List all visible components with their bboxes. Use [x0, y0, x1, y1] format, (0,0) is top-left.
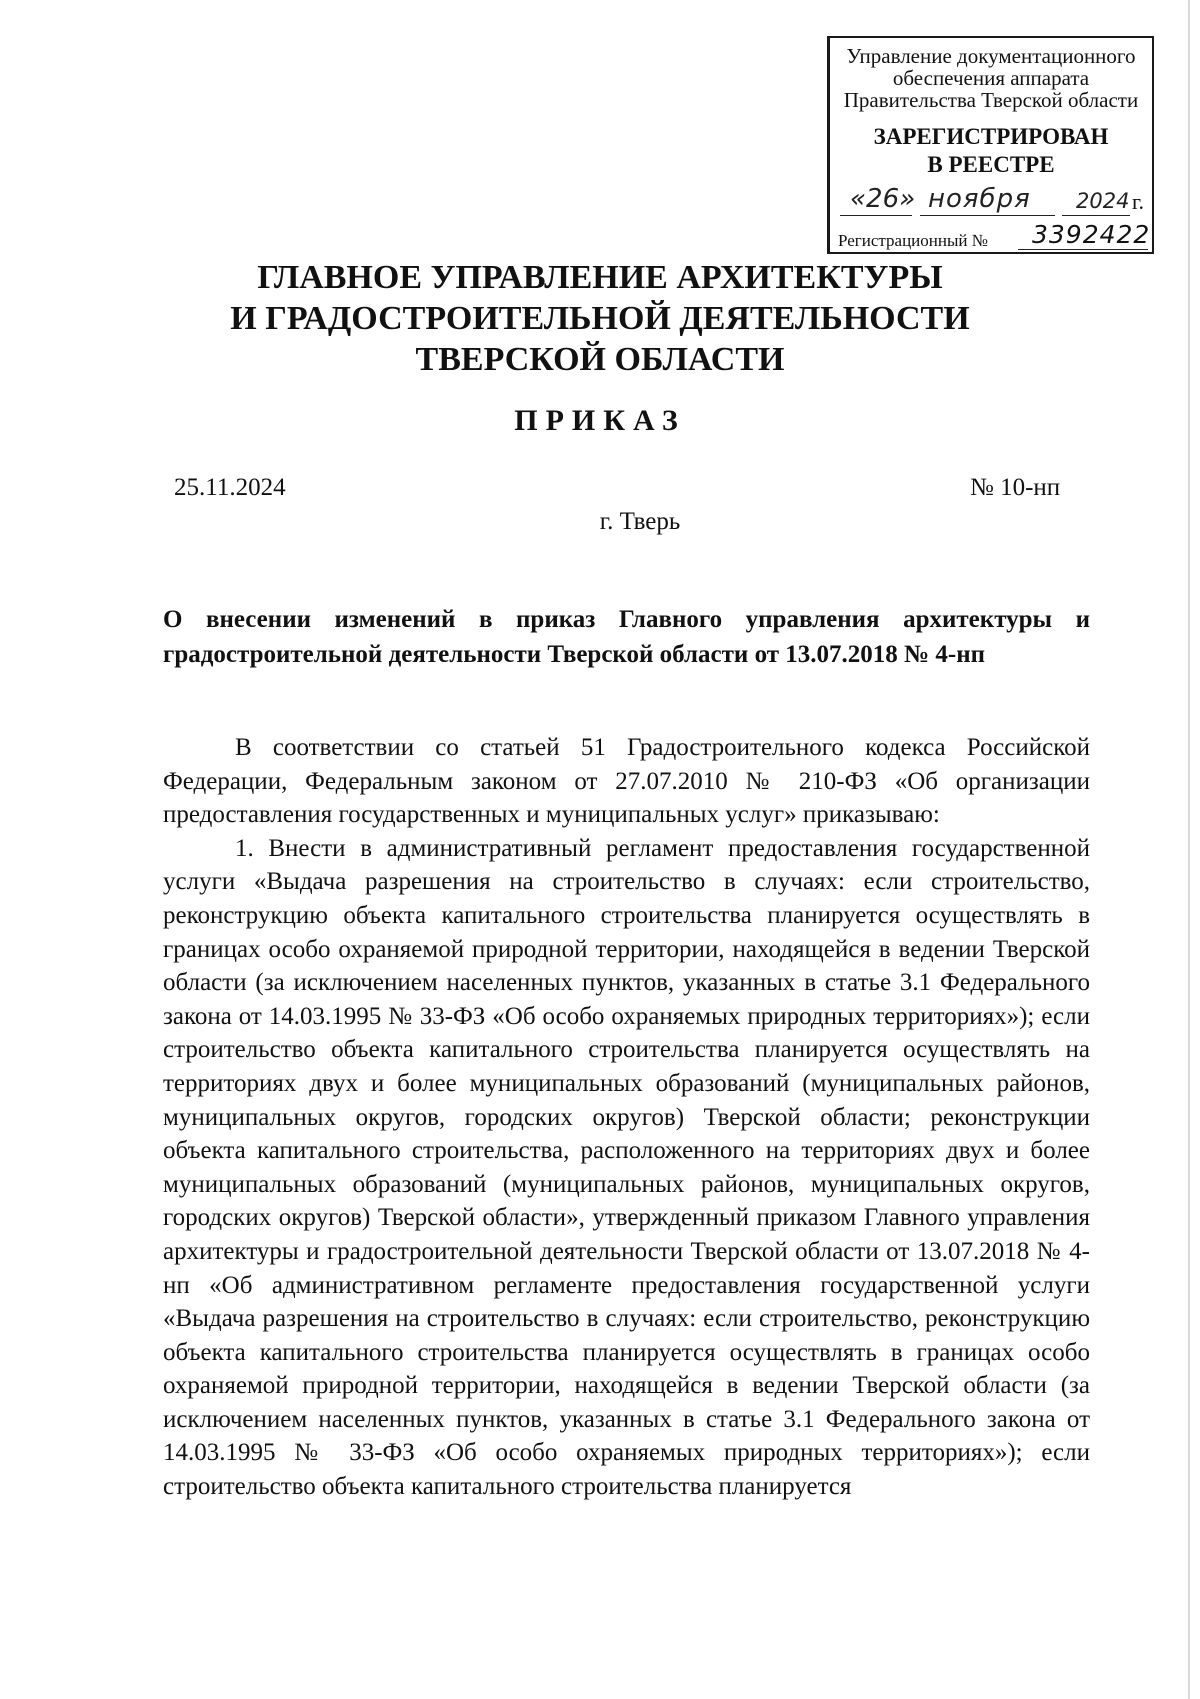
stamp-registered-line: ЗАРЕГИСТРИРОВАН	[873, 124, 1109, 150]
document-type: ПРИКАЗ	[514, 404, 686, 437]
stamp-reg-number	[838, 220, 1151, 252]
stamp-underline	[840, 215, 912, 216]
stamp-registered-line: В РЕЕСТРЕ	[927, 151, 1055, 177]
document-body	[163, 731, 1090, 1504]
stamp-date-day: «26»	[850, 184, 916, 214]
stamp-org-line: Правительства Тверской области	[843, 88, 1139, 113]
registration-stamp	[827, 36, 1154, 254]
stamp-underline	[1018, 249, 1148, 250]
document-title: О внесении изменений в приказ Главного управления архитектуры и градостроительной деятельности Тверской области от 13.07.2018 № 4-нп	[163, 606, 1090, 668]
heading-line: ТВЕРСКОЙ ОБЛАСТИ	[415, 340, 785, 378]
heading-line: ГЛАВНОЕ УПРАВЛЕНИЕ АРХИТЕКТУРЫ	[257, 259, 943, 296]
stamp-registered	[830, 123, 1152, 178]
stamp-date-month: ноября	[928, 184, 1031, 214]
document-date: 25.11.2024	[174, 474, 286, 501]
agency-heading	[200, 258, 1000, 380]
stamp-organization	[830, 45, 1152, 111]
stamp-underline	[1062, 215, 1130, 216]
body-paragraph: В соответствии со статьей 51 Градостроительного кодекса Российской Федерации, Федеральным законом от 27.07.2010 № 210-ФЗ «Об организации предоставления государственных и муниципальных услуг» приказываю:	[163, 734, 1090, 829]
body-paragraph: 1. Внести в административный регламент предоставления государственной услуги «Выдача разрешения на строительство в случаях: если строительство, реконструкцию объекта капитального строительства планируется осуществлять в границах особо охраняемой природной территории, находящейся в ведении Тверской области (за исключением населенных пунктов, указанных в статье 3.1 Федерального закона от 14.03.1995 № 33-ФЗ «Об особо охраняемых природных территориях»); если строительство объекта капитального строительства планируется осуществлять на территориях двух и более муниципальных образований (муниципальных районов, муниципальных округов, городских округов) Тверской области; реконструкции объекта капитального строительства, расположенного на территориях двух и более муниципальных образований (муниципальных районов, муниципальных округов, городских округов) Тверской области», утвержденный приказом Главного управления архитектуры и градостроительной деятельности Тверской области от 13.07.2018 № 4-нп «Об административном регламенте предоставления государственной услуги «Выдача разрешения на строительство в случаях: если строительство, реконструкцию объекта капитального строительства планируется осуществлять в границах особо охраняемой природной территории, находящейся в ведении Тверской области (за исключением населенных пунктов, указанных в статье 3.1 Федерального закона от 14.03.1995 № 33-ФЗ «Об особо охраняемых природных территориях»); если строительство объекта капитального строительства планируется	[163, 834, 1090, 1501]
document-number: № 10-нп	[970, 474, 1061, 501]
document-city: г. Тверь	[599, 508, 681, 535]
heading-line: И ГРАДОСТРОИТЕЛЬНОЙ ДЕЯТЕЛЬНОСТИ	[230, 299, 970, 337]
stamp-date-year: 2024	[1076, 189, 1130, 213]
scan-edge-line	[1188, 0, 1190, 1699]
stamp-year-suffix: г.	[1132, 189, 1145, 214]
stamp-underline	[920, 215, 1055, 216]
stamp-reg-label: Регистрационный №	[838, 231, 988, 250]
stamp-reg-value: 3392422	[1032, 220, 1151, 249]
stamp-org-line: обеспечения аппарата	[892, 66, 1090, 91]
stamp-org-line: Управление документационного	[846, 44, 1136, 68]
stamp-date	[840, 184, 1145, 220]
